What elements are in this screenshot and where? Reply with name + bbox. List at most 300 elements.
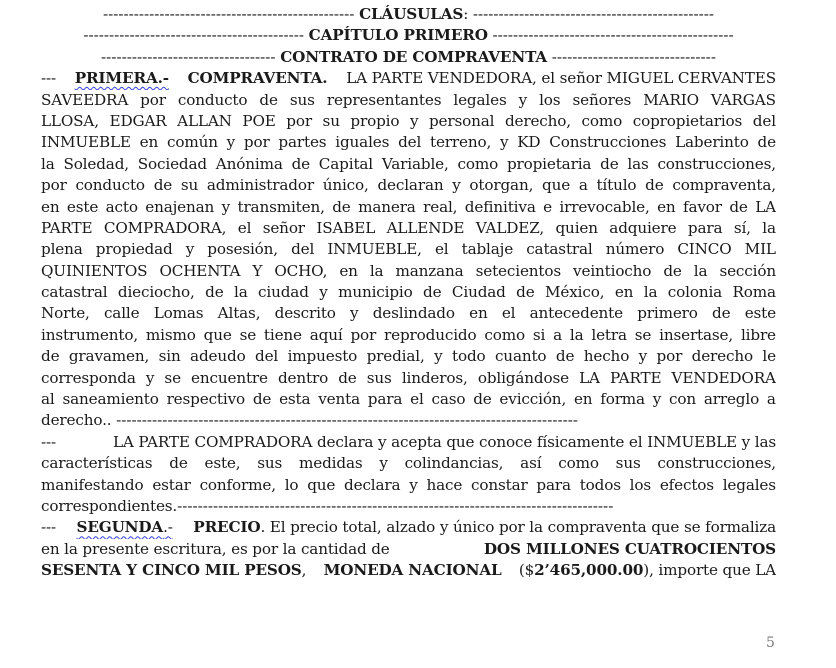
word: venta <box>318 390 360 409</box>
word: conducto <box>177 90 248 109</box>
word: VENDEDORA <box>671 368 776 387</box>
word: EDGAR <box>109 111 167 130</box>
word: medidas <box>299 454 363 473</box>
word: y <box>409 111 419 130</box>
word: Roma <box>732 283 776 302</box>
word: de <box>473 390 492 409</box>
word: instrumento, <box>41 325 139 344</box>
word: del <box>255 347 279 366</box>
word: todos <box>579 475 621 494</box>
word: legales <box>453 90 507 109</box>
word: irrevocable, <box>559 197 650 216</box>
clause-segunda-number: SEGUNDA <box>76 518 164 537</box>
clause-line <box>41 239 776 260</box>
clause-amount-words: DOS MILLONES CUATROCIENTOS <box>483 539 776 558</box>
word: al <box>41 390 55 409</box>
word: como <box>581 111 623 130</box>
word: caso <box>431 390 466 409</box>
word: deslindado <box>372 304 455 323</box>
word: construcciones, <box>657 454 776 473</box>
word: en <box>573 390 593 409</box>
dollar-sign: $ <box>524 561 535 580</box>
word: acto <box>105 197 138 216</box>
word: plena <box>41 240 83 259</box>
word: de <box>332 197 351 216</box>
word: como <box>457 154 499 173</box>
word: las <box>627 154 649 173</box>
word: con <box>669 390 697 409</box>
word: personal <box>428 111 495 130</box>
word: adquiere <box>609 218 677 237</box>
word: por <box>243 133 270 152</box>
word: antecedente <box>529 304 623 323</box>
word: hecho <box>583 347 630 366</box>
clause-text <box>41 368 776 389</box>
word: este, <box>204 454 241 473</box>
clause-text: en la presente escritura, es por la cantidad de <box>41 539 390 558</box>
word: a <box>553 325 562 344</box>
word: la <box>369 261 384 280</box>
clause-line-last <box>41 496 776 517</box>
clause-text <box>41 475 776 496</box>
word: Ciudad <box>451 283 506 302</box>
clause-line <box>41 197 776 218</box>
word: calle <box>103 304 140 323</box>
word: los <box>539 90 561 109</box>
word: sus <box>289 90 315 109</box>
word: e <box>543 197 552 216</box>
word: de <box>663 261 682 280</box>
word: del <box>752 111 776 130</box>
word: PARTE <box>609 368 662 387</box>
word: en <box>41 197 60 216</box>
clause-line <box>41 90 776 111</box>
word: se <box>239 325 257 344</box>
word: sección <box>719 261 776 280</box>
heading-contrato-text: CONTRATO DE COMPRAVENTA <box>280 47 548 66</box>
dash-separator: ----------------------------------------------- <box>492 26 734 45</box>
word: los <box>629 475 652 494</box>
clause-primera-number: PRIMERA.- <box>74 69 169 88</box>
word: que <box>542 176 571 195</box>
heading-capitulo <box>41 25 776 46</box>
word: propio <box>350 111 400 130</box>
word: Lomas <box>153 304 204 323</box>
word: sí, <box>733 218 751 237</box>
word: y <box>185 240 195 259</box>
word: a <box>578 176 588 195</box>
word: definitiva <box>464 197 536 216</box>
word: de <box>729 197 748 216</box>
word: favor <box>683 197 722 216</box>
word: el <box>237 218 252 237</box>
clause-line <box>41 261 776 282</box>
clause-line <box>41 282 776 303</box>
word: copropietarios <box>632 111 743 130</box>
clause-line <box>41 303 776 324</box>
word: la <box>233 283 248 302</box>
word: para <box>687 218 723 237</box>
clause-text <box>41 453 776 474</box>
word: ALLENDE <box>386 218 465 237</box>
word: conducto <box>75 176 145 195</box>
word: de <box>423 283 442 302</box>
word: y <box>652 390 662 409</box>
clause-text <box>41 303 776 324</box>
word: cuanto <box>494 347 547 366</box>
word: manzana <box>395 261 464 280</box>
clause-text: correspondientes. <box>41 496 178 515</box>
word: evicción, <box>499 390 567 409</box>
word: derecho, <box>504 111 571 130</box>
word: común <box>166 133 218 152</box>
word: propietaria <box>506 154 592 173</box>
clause-segunda-separator: .- <box>163 518 173 537</box>
word: y <box>434 347 443 366</box>
word: constar <box>471 475 528 494</box>
word: que <box>203 325 232 344</box>
word: primero <box>637 304 698 323</box>
word: y <box>226 133 236 152</box>
word: y <box>518 90 528 109</box>
word: y <box>379 454 388 473</box>
word: linderos, <box>401 368 468 387</box>
clause-text <box>41 218 776 239</box>
word: único, <box>322 176 369 195</box>
word: Capital <box>318 154 374 173</box>
word: real, <box>423 197 458 216</box>
page-number: 5 <box>766 635 775 651</box>
word: señor <box>262 218 305 237</box>
word: enajenan <box>145 197 215 216</box>
clause-text: , importe que LA <box>649 561 776 580</box>
word: de <box>757 133 776 152</box>
word: su <box>322 111 340 130</box>
word: VARGAS <box>710 90 776 109</box>
clause-text: LA PARTE VENDEDORA, el señor MIGUEL CERVANTES <box>346 69 776 88</box>
word: hace <box>426 475 463 494</box>
word: se <box>164 368 181 387</box>
clause-text <box>41 389 776 410</box>
dash-separator: ------------------------------------------------------------------------------------- <box>177 496 614 515</box>
word: reproducido <box>384 325 477 344</box>
paren-close: ) <box>643 561 650 580</box>
word: OCHENTA <box>159 261 241 280</box>
word: y <box>319 283 328 302</box>
word: posesión, <box>207 240 278 259</box>
word: de <box>600 154 619 173</box>
clause-line <box>41 218 776 239</box>
word: KD <box>517 133 541 152</box>
dash-separator: ------------------------------------------- <box>83 26 304 45</box>
word: de <box>259 90 278 109</box>
word: MARIO <box>643 90 699 109</box>
word: su <box>180 176 199 195</box>
word: impuesto <box>287 347 358 366</box>
word: y <box>452 176 461 195</box>
word: este <box>744 304 776 323</box>
word: y <box>145 368 155 387</box>
dash-separator: ------------------------------------------------------------------------------------------ <box>116 411 578 430</box>
clause-line <box>41 325 776 346</box>
word: VALDEZ, <box>475 218 545 237</box>
heading-clausulas-text: CLÁUSULAS <box>359 5 464 23</box>
word: corresponda <box>41 368 136 387</box>
word: descrito <box>274 304 336 323</box>
word: Anónima <box>215 154 283 173</box>
heading-contrato <box>41 47 776 68</box>
word: de <box>41 347 60 366</box>
word: forma <box>600 390 645 409</box>
clause-line <box>41 368 776 389</box>
word: de <box>169 454 188 473</box>
word: construcciones, <box>657 154 776 173</box>
word: a <box>766 390 776 409</box>
word: conforme, <box>199 475 276 494</box>
word: colonia <box>667 283 723 302</box>
word: título <box>596 176 637 195</box>
clause-text <box>41 346 776 367</box>
word: Variable, <box>381 154 449 173</box>
word: Soledad, <box>63 154 129 173</box>
word: se <box>634 325 652 344</box>
word: terreno, <box>430 133 492 152</box>
word: adeudo <box>190 347 246 366</box>
clause-text <box>41 282 776 303</box>
word: mismo <box>145 325 196 344</box>
clause-line <box>41 432 776 453</box>
word: libre <box>740 325 776 344</box>
word: y <box>221 197 231 216</box>
word: representantes <box>326 90 442 109</box>
word: del <box>398 133 422 152</box>
clause-line <box>41 560 776 581</box>
word: el <box>410 390 424 409</box>
word: la <box>643 283 658 302</box>
word: si <box>532 325 546 344</box>
word: por <box>140 90 166 109</box>
clause-currency: MONEDA NACIONAL <box>323 561 502 580</box>
word: OCHO, <box>274 261 328 280</box>
word: encuentre <box>191 368 268 387</box>
clause-line <box>41 132 776 153</box>
word: de <box>516 283 535 302</box>
word: para <box>536 475 571 494</box>
word: que <box>307 475 336 494</box>
clause-lead-dashes: --- <box>41 518 56 537</box>
word: el <box>434 240 449 259</box>
word: respectivo <box>166 390 246 409</box>
word: le <box>762 347 776 366</box>
heading-clausulas <box>41 4 776 25</box>
clause-text <box>41 111 776 132</box>
clause-text <box>41 132 776 153</box>
word: del <box>291 240 315 259</box>
word: sus <box>257 454 283 473</box>
word: de <box>205 283 224 302</box>
word: este <box>66 197 99 216</box>
word: por <box>350 325 377 344</box>
clause-lead-dashes: --- <box>41 69 56 88</box>
word: sus <box>615 454 641 473</box>
word: características <box>41 454 153 473</box>
word: LA <box>579 368 600 387</box>
clause-text: . El precio total, alzado y único por la compraventa que se formaliza <box>260 518 776 537</box>
word: catastral <box>526 240 593 259</box>
word: ciudad <box>258 283 309 302</box>
word: sus <box>366 368 392 387</box>
word: la <box>41 154 55 173</box>
word: obligándose <box>477 368 569 387</box>
word: compraventa, <box>672 176 776 195</box>
heading-capitulo-text: CAPÍTULO PRIMERO <box>308 26 488 45</box>
clause-line <box>41 389 776 410</box>
word: Altas, <box>217 304 261 323</box>
word: legales <box>722 475 776 494</box>
word: tiene <box>263 325 302 344</box>
word: efectos <box>659 475 714 494</box>
dash-separator: ----------------------------------------------- <box>472 5 715 23</box>
word: tablaje <box>461 240 514 259</box>
dash-separator: -------------------------------- <box>551 47 716 66</box>
word: la <box>762 218 776 237</box>
word: propiedad <box>95 240 173 259</box>
word: en <box>339 261 358 280</box>
word: dieciocho, <box>117 283 195 302</box>
word: como <box>484 325 525 344</box>
clause-lead-dashes: --- <box>41 432 56 451</box>
heading-colon: : <box>463 5 469 23</box>
word: en <box>614 283 634 302</box>
word: en <box>139 133 159 152</box>
word: México, <box>545 283 605 302</box>
word: así <box>520 454 542 473</box>
word: saneamiento <box>62 390 159 409</box>
word: veintiocho <box>573 261 652 280</box>
word: y <box>409 475 418 494</box>
clause-line <box>41 475 776 496</box>
word: dentro <box>277 368 329 387</box>
word: ISABEL <box>316 218 376 237</box>
word: el <box>501 304 516 323</box>
clause-segunda-line <box>41 517 776 538</box>
dash-separator: ---------------------------------- <box>101 47 276 66</box>
word: sin <box>158 347 181 366</box>
word: LA <box>755 197 776 216</box>
word: COMPRADORA, <box>103 218 227 237</box>
clause-line <box>41 539 776 560</box>
word: número <box>605 240 665 259</box>
word: otorgan, <box>469 176 534 195</box>
clause-line <box>41 453 776 474</box>
word: insertase, <box>659 325 734 344</box>
word: gravamen, <box>68 347 150 366</box>
word: señores <box>572 90 632 109</box>
clause-text <box>41 239 776 260</box>
word: ALLAN <box>177 111 232 130</box>
dash-separator: ------------------------------------------------- <box>102 5 355 23</box>
word: y <box>350 304 359 323</box>
clause-text: LA PARTE COMPRADORA declara y acepta que conoce físicamente el INMUEBLE y las <box>112 432 776 451</box>
clause-comma: , <box>301 561 307 580</box>
word: quien <box>555 218 598 237</box>
clause-segunda-title: PRECIO <box>193 518 261 537</box>
clause-amount-number: 2’465,000.00 <box>534 561 644 580</box>
word: Construcciones <box>549 133 667 152</box>
word: declara <box>344 475 401 494</box>
word: POE <box>242 111 276 130</box>
word: QUINIENTOS <box>41 261 148 280</box>
word: Sociedad <box>137 154 207 173</box>
word: iguales <box>335 133 390 152</box>
word: lo <box>284 475 299 494</box>
word: letra <box>591 325 627 344</box>
word: estar <box>152 475 191 494</box>
word: Norte, <box>41 304 90 323</box>
word: la <box>693 261 708 280</box>
word: transmiten, <box>237 197 325 216</box>
clause-text <box>41 175 776 196</box>
word: predial, <box>366 347 425 366</box>
word: LLOSA, <box>41 111 99 130</box>
document-body <box>41 4 776 582</box>
word: de <box>291 154 310 173</box>
word: CINCO <box>677 240 732 259</box>
word: manera <box>358 197 416 216</box>
word: esta <box>279 390 311 409</box>
word: Laberinto <box>675 133 749 152</box>
word: aquí <box>309 325 343 344</box>
clause-line <box>41 346 776 367</box>
word: derecho <box>691 347 753 366</box>
clause-text <box>41 197 776 218</box>
clause-line <box>41 111 776 132</box>
clause-primera-line <box>41 68 776 89</box>
word: declaran <box>377 176 444 195</box>
word: todo <box>452 347 486 366</box>
word: Y <box>252 261 263 280</box>
word: la <box>569 325 584 344</box>
word: manifestando <box>41 475 144 494</box>
word: de <box>252 390 272 409</box>
paren-open: ( <box>518 561 525 580</box>
word: de <box>555 347 575 366</box>
word: de <box>645 176 664 195</box>
word: de <box>153 176 173 195</box>
word: municipio <box>338 283 413 302</box>
word: INMUEBLE <box>41 133 131 152</box>
clause-primera-title: COMPRAVENTA. <box>187 69 328 88</box>
word: para <box>367 390 403 409</box>
word: INMUEBLE, <box>327 240 422 259</box>
word: por <box>41 176 67 195</box>
word: MIL <box>744 240 776 259</box>
clause-text <box>41 154 776 175</box>
clause-line <box>41 154 776 175</box>
word: de <box>338 368 357 387</box>
word: catastral <box>41 283 108 302</box>
clause-text: derecho.. <box>41 411 112 430</box>
word: arreglo <box>703 390 760 409</box>
clause-amount-words: SESENTA Y CINCO MIL PESOS <box>41 561 302 580</box>
clause-line <box>41 175 776 196</box>
clause-text <box>41 261 776 282</box>
word: SAVEEDRA <box>41 90 129 109</box>
word: y <box>499 133 509 152</box>
word: administrador <box>206 176 314 195</box>
word: partes <box>278 133 327 152</box>
word: setecientos <box>475 261 562 280</box>
